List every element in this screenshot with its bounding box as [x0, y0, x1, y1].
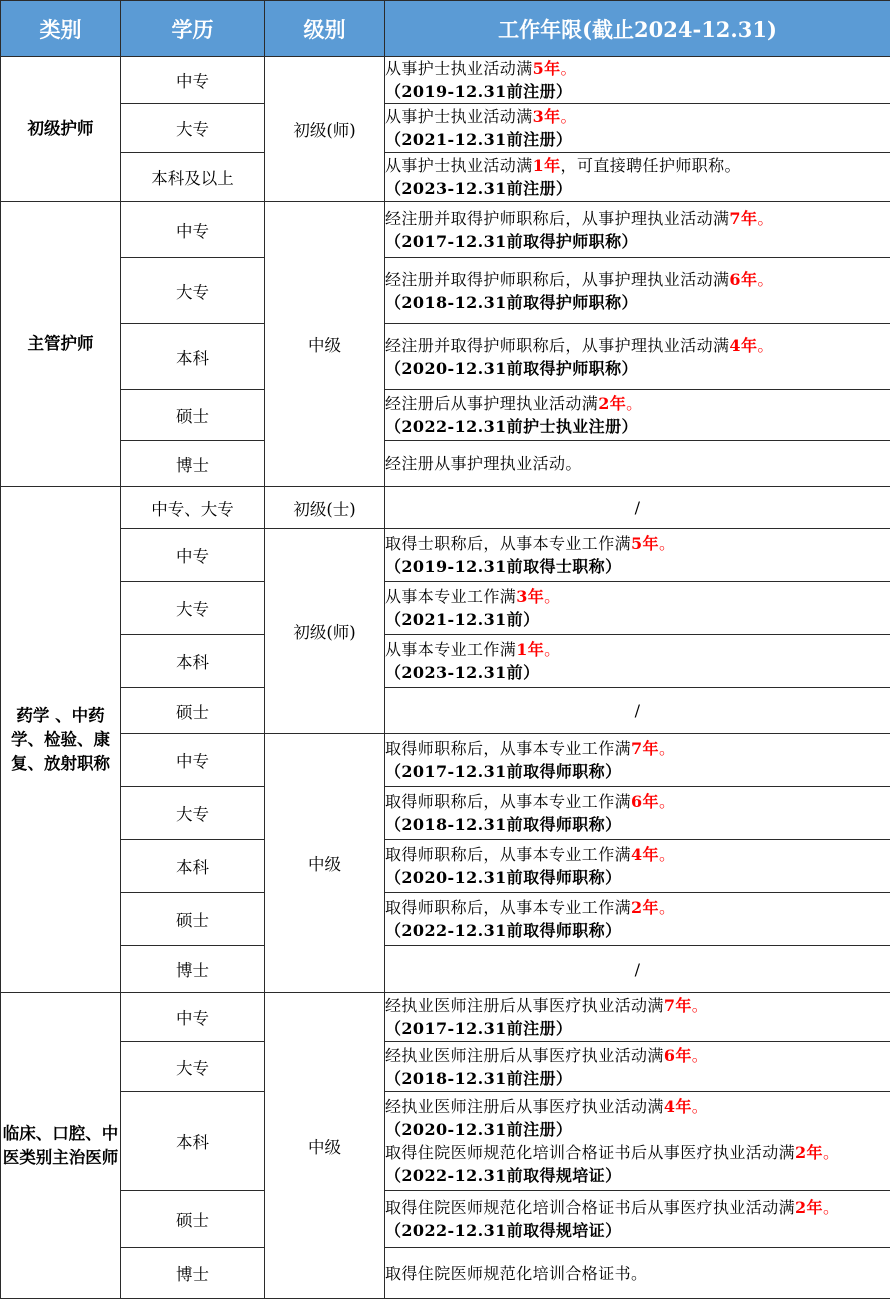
- education-cell: 本科: [121, 324, 265, 390]
- work-years-cell: [385, 258, 890, 324]
- work-years-cell: [385, 1092, 890, 1191]
- required-years: 6年: [631, 792, 659, 811]
- requirement-line: [385, 843, 890, 866]
- work-years-cell: [385, 1248, 890, 1299]
- required-years: 4年: [729, 336, 757, 355]
- work-years-cell: [385, 582, 890, 635]
- required-years: 5年: [631, 534, 659, 553]
- table-row: [1, 153, 890, 202]
- requirement-suffix: 。: [659, 534, 675, 553]
- deadline-note: （2020-12.31前注册）: [385, 1118, 890, 1141]
- requirement-suffix: 。: [692, 1097, 708, 1116]
- required-years: 7年: [729, 209, 757, 228]
- required-years: 2年: [795, 1143, 823, 1162]
- work-years-cell: [385, 635, 890, 688]
- requirement-line: [385, 585, 890, 608]
- required-years: 4年: [631, 845, 659, 864]
- level-cell: 中级: [265, 993, 385, 1299]
- requirement-text: 从事本专业工作满: [385, 640, 516, 659]
- empty-requirement-cell: /: [385, 688, 890, 734]
- table-row: [1, 529, 890, 582]
- education-cell: 本科: [121, 840, 265, 893]
- education-cell: 博士: [121, 441, 265, 487]
- required-years: 7年: [631, 739, 659, 758]
- work-years-cell: [385, 104, 890, 153]
- requirement-text: 取得师职称后，从事本专业工作满: [385, 792, 631, 811]
- requirement-text: 从事护士执业活动满: [385, 59, 533, 78]
- category-cell: 初级护师: [1, 57, 121, 202]
- work-years-cell: [385, 993, 890, 1042]
- requirement-line: [385, 105, 890, 128]
- required-years: 6年: [664, 1046, 692, 1065]
- work-years-cell: [385, 57, 890, 104]
- requirement-text: 取得住院医师规范化培训合格证书。: [385, 1264, 647, 1283]
- table-row: [1, 390, 890, 441]
- requirement-suffix: ，可直接聘任护师职称。: [561, 156, 741, 175]
- requirement-text: 经执业医师注册后从事医疗执业活动满: [385, 996, 664, 1015]
- requirement-suffix: 。: [659, 792, 675, 811]
- requirement-suffix: 。: [692, 996, 708, 1015]
- requirement-text: 取得住院医师规范化培训合格证书后从事医疗执业活动满: [385, 1198, 795, 1217]
- requirement-line: [385, 994, 890, 1017]
- requirement-suffix: 。: [659, 739, 675, 758]
- required-years: 6年: [729, 270, 757, 289]
- requirement-suffix: 。: [823, 1143, 839, 1162]
- table-row: [1, 787, 890, 840]
- required-years: 1年: [533, 156, 561, 175]
- education-cell: 中专: [121, 734, 265, 787]
- work-years-cell: [385, 153, 890, 202]
- deadline-note: （2017-12.31前注册）: [385, 1017, 890, 1040]
- education-cell: 硕士: [121, 688, 265, 734]
- required-years: 5年: [533, 59, 561, 78]
- level-cell: 初级(师): [265, 529, 385, 734]
- education-cell: 大专: [121, 1042, 265, 1092]
- education-cell: 硕士: [121, 1191, 265, 1248]
- header-work-years: 工作年限(截止2024-12.31): [385, 1, 890, 57]
- requirement-text: 取得师职称后，从事本专业工作满: [385, 898, 631, 917]
- work-years-cell: [385, 390, 890, 441]
- header-level: 级别: [265, 1, 385, 57]
- requirement-suffix: 。: [823, 1198, 839, 1217]
- category-cell: 药学 、中药学、检验、康复、放射职称: [1, 487, 121, 993]
- requirement-text: 经注册后从事护理执业活动满: [385, 394, 598, 413]
- work-years-cell: [385, 893, 890, 946]
- table-row: [1, 688, 890, 734]
- education-cell: 中专: [121, 202, 265, 258]
- education-cell: 硕士: [121, 390, 265, 441]
- requirement-line: [385, 896, 890, 919]
- table-row: [1, 441, 890, 487]
- education-cell: 本科: [121, 635, 265, 688]
- level-cell: 中级: [265, 734, 385, 993]
- table-header: [1, 1, 890, 57]
- requirement-suffix: 。: [561, 59, 577, 78]
- requirement-suffix: 。: [757, 209, 773, 228]
- table-row: [1, 1042, 890, 1092]
- deadline-note: （2021-12.31前）: [385, 608, 890, 631]
- empty-requirement-cell: /: [385, 946, 890, 993]
- requirement-text: 经注册并取得护师职称后，从事护理执业活动满: [385, 209, 729, 228]
- requirement-text: 取得师职称后，从事本专业工作满: [385, 739, 631, 758]
- requirement-line: [385, 334, 890, 357]
- requirement-suffix: 。: [757, 270, 773, 289]
- requirement-line: [385, 57, 890, 80]
- header-education: 学历: [121, 1, 265, 57]
- requirement-text: 取得士职称后，从事本专业工作满: [385, 534, 631, 553]
- deadline-note: （2023-12.31前）: [385, 661, 890, 684]
- table-row: [1, 258, 890, 324]
- requirement-line: [385, 207, 890, 230]
- work-years-cell: [385, 840, 890, 893]
- requirement-text: 取得住院医师规范化培训合格证书后从事医疗执业活动满: [385, 1143, 795, 1162]
- table-body: [1, 57, 890, 1299]
- deadline-note: （2019-12.31前注册）: [385, 80, 890, 103]
- requirement-line: [385, 1196, 890, 1219]
- requirement-line: [385, 1141, 890, 1164]
- requirement-text: 经执业医师注册后从事医疗执业活动满: [385, 1097, 664, 1116]
- deadline-note: （2018-12.31前注册）: [385, 1067, 890, 1090]
- education-cell: 大专: [121, 104, 265, 153]
- table-row: [1, 1191, 890, 1248]
- table-row: [1, 840, 890, 893]
- education-cell: 博士: [121, 946, 265, 993]
- work-years-cell: [385, 734, 890, 787]
- table-row: [1, 104, 890, 153]
- table-row: [1, 57, 890, 104]
- requirement-line: [385, 392, 890, 415]
- category-cell: 临床、口腔、中医类别主治医师: [1, 993, 121, 1299]
- education-cell: 中专: [121, 993, 265, 1042]
- requirement-line: [385, 1262, 890, 1285]
- deadline-note: （2020-12.31前取得护师职称）: [385, 357, 890, 380]
- required-years: 4年: [664, 1097, 692, 1116]
- level-cell: 初级(师): [265, 57, 385, 202]
- work-years-cell: [385, 1191, 890, 1248]
- deadline-note: （2019-12.31前取得士职称）: [385, 555, 890, 578]
- deadline-note: （2020-12.31前取得师职称）: [385, 866, 890, 889]
- education-cell: 硕士: [121, 893, 265, 946]
- education-cell: 本科及以上: [121, 153, 265, 202]
- deadline-note: （2022-12.31前取得规培证）: [385, 1219, 890, 1242]
- requirement-line: [385, 1095, 890, 1118]
- education-cell: 中专: [121, 529, 265, 582]
- required-years: 3年: [516, 587, 544, 606]
- requirement-line: [385, 452, 890, 475]
- requirement-suffix: 。: [626, 394, 642, 413]
- deadline-note: （2022-12.31前护士执业注册）: [385, 415, 890, 438]
- requirement-text: 经执业医师注册后从事医疗执业活动满: [385, 1046, 664, 1065]
- requirement-text: 经注册从事护理执业活动。: [385, 454, 582, 473]
- deadline-note: （2017-12.31前取得师职称）: [385, 760, 890, 783]
- requirement-suffix: 。: [561, 107, 577, 126]
- requirement-text: 取得师职称后，从事本专业工作满: [385, 845, 631, 864]
- required-years: 2年: [598, 394, 626, 413]
- table-row: [1, 487, 890, 529]
- requirement-suffix: 。: [692, 1046, 708, 1065]
- requirement-line: [385, 268, 890, 291]
- education-cell: 博士: [121, 1248, 265, 1299]
- education-cell: 中专、大专: [121, 487, 265, 529]
- requirement-suffix: 。: [544, 587, 560, 606]
- required-years: 3年: [533, 107, 561, 126]
- requirement-suffix: 。: [544, 640, 560, 659]
- education-cell: 大专: [121, 258, 265, 324]
- required-years: 1年: [516, 640, 544, 659]
- requirement-line: [385, 638, 890, 661]
- table-row: [1, 324, 890, 390]
- category-cell: 主管护师: [1, 202, 121, 487]
- table-row: [1, 582, 890, 635]
- requirement-suffix: 。: [659, 845, 675, 864]
- required-years: 2年: [795, 1198, 823, 1217]
- work-years-cell: [385, 787, 890, 840]
- requirement-text: 从事护士执业活动满: [385, 107, 533, 126]
- empty-requirement-cell: /: [385, 487, 890, 529]
- requirement-text: 从事护士执业活动满: [385, 156, 533, 175]
- requirement-line: [385, 1044, 890, 1067]
- header-category: 类别: [1, 1, 121, 57]
- deadline-note: （2023-12.31前注册）: [385, 177, 890, 200]
- education-cell: 中专: [121, 57, 265, 104]
- deadline-note: （2017-12.31前取得护师职称）: [385, 230, 890, 253]
- deadline-note: （2022-12.31前取得师职称）: [385, 919, 890, 942]
- table-row: [1, 202, 890, 258]
- work-years-cell: [385, 529, 890, 582]
- table-row: [1, 1092, 890, 1191]
- deadline-note: （2018-12.31前取得师职称）: [385, 813, 890, 836]
- education-cell: 大专: [121, 787, 265, 840]
- work-years-cell: [385, 202, 890, 258]
- table-row: [1, 635, 890, 688]
- requirement-suffix: 。: [757, 336, 773, 355]
- required-years: 7年: [664, 996, 692, 1015]
- requirement-line: [385, 532, 890, 555]
- level-cell: 中级: [265, 202, 385, 487]
- deadline-note: （2018-12.31前取得护师职称）: [385, 291, 890, 314]
- requirement-text: 经注册并取得护师职称后，从事护理执业活动满: [385, 336, 729, 355]
- education-cell: 本科: [121, 1092, 265, 1191]
- required-years: 2年: [631, 898, 659, 917]
- table-row: [1, 1248, 890, 1299]
- requirement-text: 经注册并取得护师职称后，从事护理执业活动满: [385, 270, 729, 289]
- work-years-cell: [385, 441, 890, 487]
- level-cell: 初级(士): [265, 487, 385, 529]
- requirement-line: [385, 154, 890, 177]
- requirement-text: 从事本专业工作满: [385, 587, 516, 606]
- work-years-cell: [385, 324, 890, 390]
- table-row: [1, 734, 890, 787]
- requirement-line: [385, 737, 890, 760]
- requirement-suffix: 。: [659, 898, 675, 917]
- table-row: [1, 993, 890, 1042]
- table-row: [1, 893, 890, 946]
- work-years-cell: [385, 1042, 890, 1092]
- table-row: [1, 946, 890, 993]
- deadline-note: （2022-12.31前取得规培证）: [385, 1164, 890, 1187]
- education-cell: 大专: [121, 582, 265, 635]
- requirement-line: [385, 790, 890, 813]
- deadline-note: （2021-12.31前注册）: [385, 128, 890, 151]
